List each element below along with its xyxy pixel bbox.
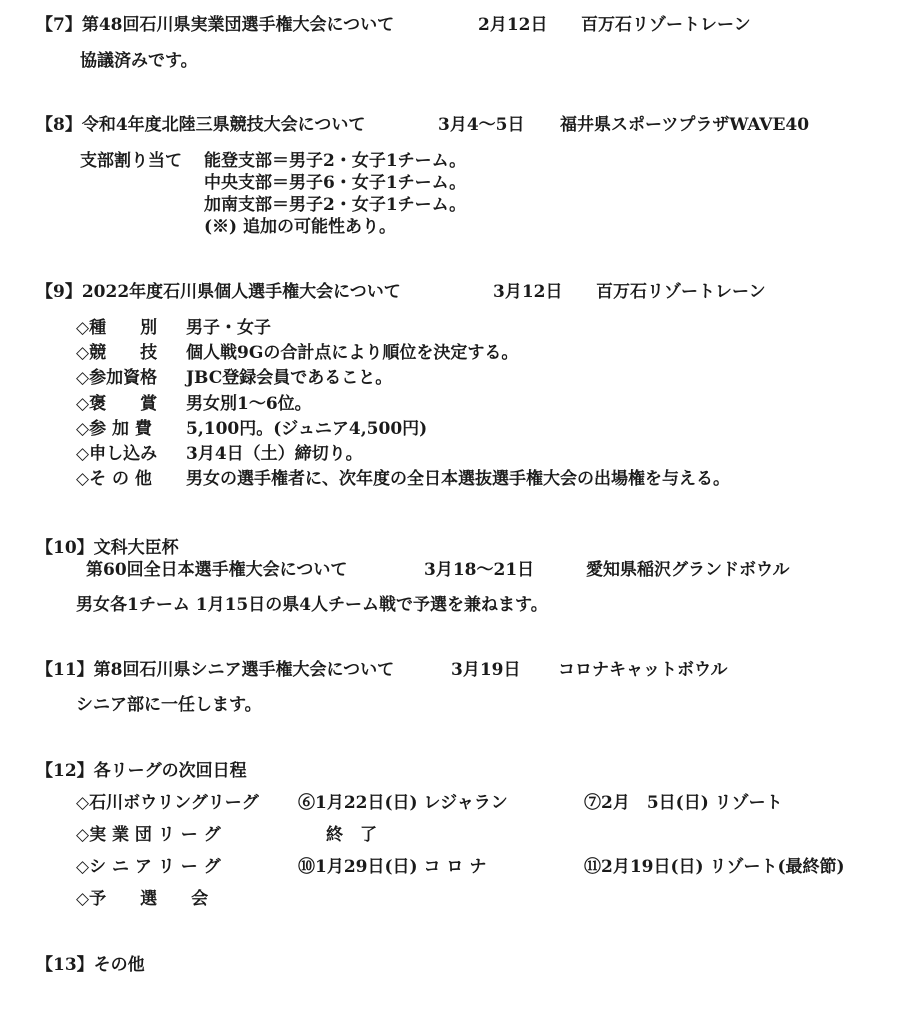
section-11-venue: コロナキャットボウル bbox=[558, 660, 728, 680]
section-9-heading: 【9】2022年度石川県個人選手権大会について bbox=[36, 282, 401, 302]
league-label: ◇石川ボウリングリーグ bbox=[76, 793, 259, 813]
section-9-item bbox=[76, 393, 312, 415]
section-9-item-text: 男女の選手権者に、次年度の全日本選抜選手権大会の出場権を与える。 bbox=[186, 469, 730, 489]
section-7-heading: 【7】第48回石川県実業団選手権大会について bbox=[36, 15, 395, 35]
section-13-heading: 【13】その他 bbox=[36, 955, 145, 975]
league-next-a: ⑥1月22日(日) レジャラン bbox=[298, 793, 508, 813]
section-9-item-label: ◇参 加 費 bbox=[76, 419, 152, 439]
section-9-item bbox=[76, 468, 730, 490]
section-9-item bbox=[76, 418, 427, 440]
league-next-a: 終 了 bbox=[326, 825, 377, 845]
section-8-heading: 【8】令和4年度北陸三県競技大会について bbox=[36, 115, 366, 135]
section-11-note: シニア部に一任します。 bbox=[76, 695, 262, 715]
league-row bbox=[76, 824, 377, 846]
league-row bbox=[76, 888, 208, 910]
section-11-heading-line bbox=[36, 659, 728, 681]
section-9-item bbox=[76, 342, 518, 364]
section-7-venue: 百万石リゾートレーン bbox=[581, 15, 751, 35]
section-9-item-text: 3月4日（土）締切り。 bbox=[186, 444, 363, 464]
section-7-heading-line bbox=[36, 14, 751, 36]
section-9-venue: 百万石リゾートレーン bbox=[596, 282, 766, 302]
section-8-alloc-3: 加南支部＝男子2・女子1チーム。 bbox=[204, 195, 467, 215]
section-9-item-text: 男子・女子 bbox=[186, 318, 271, 338]
section-8-date: 3月4～5日 bbox=[438, 115, 525, 135]
section-9-item-label: ◇申し込み bbox=[76, 444, 158, 464]
section-9-item-label: ◇参加資格 bbox=[76, 368, 158, 388]
section-9-item-label: ◇褒 賞 bbox=[76, 394, 158, 414]
section-9-item bbox=[76, 367, 392, 389]
section-10-sub-line bbox=[86, 559, 790, 581]
section-8-venue: 福井県スポーツプラザWAVE40 bbox=[560, 115, 810, 135]
section-9-item-label: ◇競 技 bbox=[76, 343, 158, 363]
section-9-item bbox=[76, 443, 363, 465]
league-row bbox=[76, 792, 783, 814]
section-8-heading-line bbox=[36, 114, 810, 136]
section-9-item-text: 個人戦9Gの合計点により順位を決定する。 bbox=[186, 343, 519, 363]
league-label: ◇実 業 団 リ ー グ bbox=[76, 825, 221, 845]
section-9-heading-line bbox=[36, 281, 766, 303]
league-label: ◇シ ニ ア リ ー グ bbox=[76, 857, 221, 877]
section-10-note: 男女各1チーム 1月15日の県4人チーム戦で予選を兼ねます。 bbox=[76, 595, 548, 615]
league-next-b: ⑦2月 5日(日) リゾート bbox=[584, 793, 783, 813]
league-row bbox=[76, 856, 845, 878]
section-12-heading: 【12】各リーグの次回日程 bbox=[36, 761, 247, 781]
section-10-date: 3月18～21日 bbox=[424, 560, 535, 580]
section-10-heading: 【10】文科大臣杯 bbox=[36, 538, 179, 558]
section-8-alloc-2: 中央支部＝男子6・女子1チーム。 bbox=[204, 173, 467, 193]
section-9-item-text: 5,100円。(ジュニア4,500円) bbox=[186, 419, 428, 439]
section-10-subtitle: 第60回全日本選手権大会について bbox=[86, 560, 348, 580]
league-next-b: ⑪2月19日(日) リゾート(最終節) bbox=[584, 857, 845, 877]
section-10-venue: 愛知県稲沢グランドボウル bbox=[586, 560, 790, 580]
section-9-date: 3月12日 bbox=[493, 282, 563, 302]
section-8-alloc-1: 能登支部＝男子2・女子1チーム。 bbox=[204, 151, 467, 171]
section-9-item-text: JBC登録会員であること。 bbox=[186, 368, 393, 388]
section-9-item-text: 男女別1～6位。 bbox=[186, 394, 312, 414]
section-8-alloc-label: 支部割り当て bbox=[80, 151, 182, 171]
section-9-item bbox=[76, 317, 271, 339]
section-8-alloc-note: (※) 追加の可能性あり。 bbox=[204, 217, 397, 237]
league-label: ◇予 選 会 bbox=[76, 889, 209, 909]
section-9-item-label: ◇そ の 他 bbox=[76, 469, 152, 489]
section-11-date: 3月19日 bbox=[451, 660, 521, 680]
section-11-heading: 【11】第8回石川県シニア選手権大会について bbox=[36, 660, 395, 680]
section-9-item-label: ◇種 別 bbox=[76, 318, 158, 338]
section-7-date: 2月12日 bbox=[478, 15, 548, 35]
league-next-a: ⑩1月29日(日) コ ロ ナ bbox=[298, 857, 487, 877]
section-7-note: 協議済みです。 bbox=[80, 51, 198, 71]
